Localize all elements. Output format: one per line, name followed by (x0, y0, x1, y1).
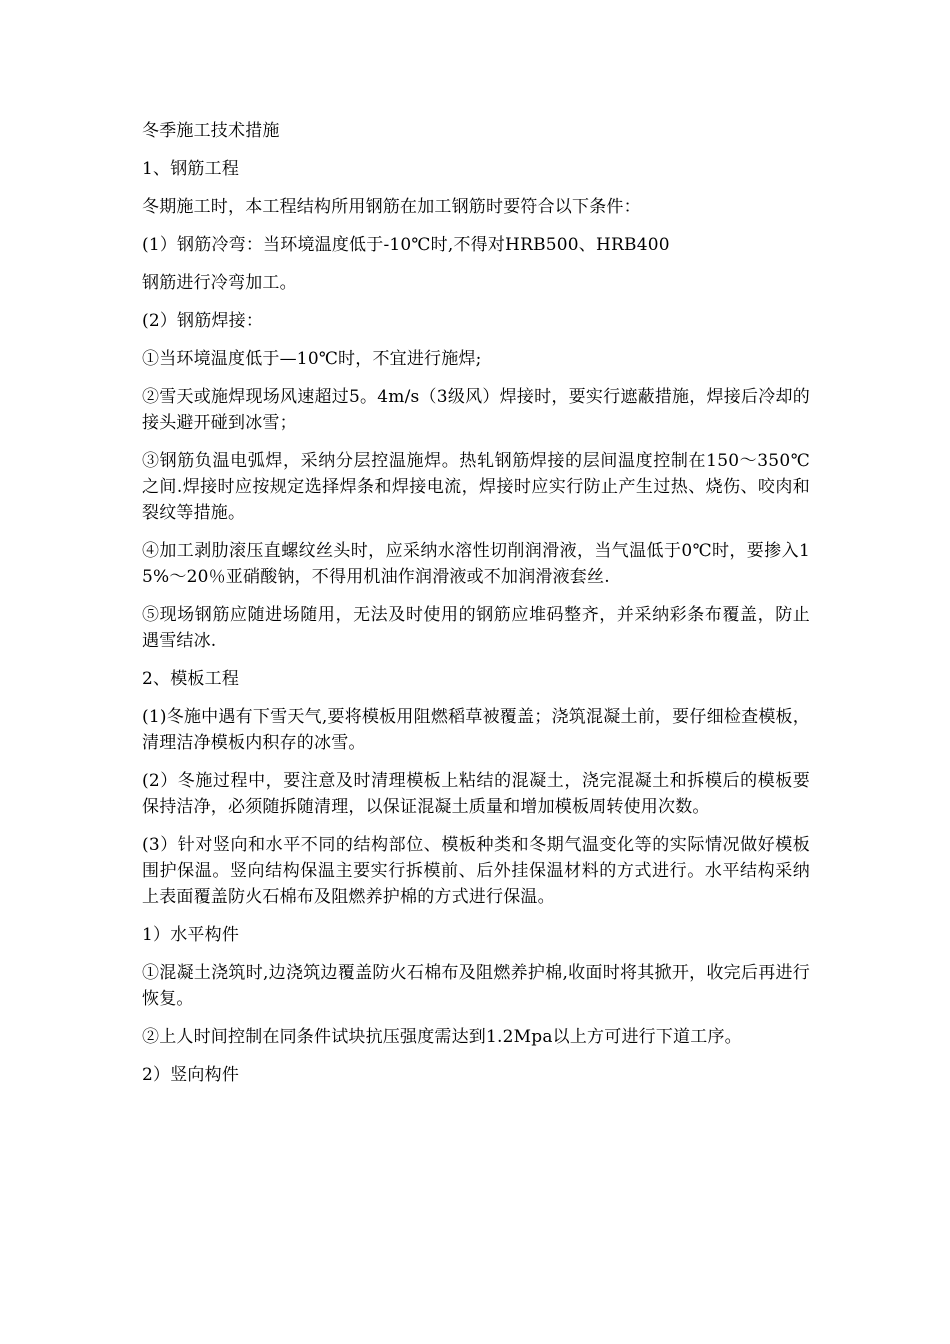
paragraph: (1）钢筋冷弯：当环境温度低于-10℃时,不得对HRB500、HRB400 (142, 235, 670, 255)
paragraph: ②雪天或施焊现场风速超过5。4m/s（3级风）焊接时，要实行遮蔽措施，焊接后冷却的接头避开碰到冰雪； (142, 387, 810, 433)
paragraph: (2）冬施过程中，要注意及时清理模板上粘结的混凝土，浇完混凝土和拆模后的模板要保持洁净，必须随拆随清理，以保证混凝土质量和增加模板周转使用次数。 (142, 771, 810, 817)
paragraph: ①当环境温度低于—10℃时，不宜进行施焊; (142, 349, 482, 369)
section-heading-formwork: 2、模板工程 (142, 669, 240, 689)
paragraph: ②上人时间控制在同条件试块抗压强度需达到1.2Mpa以上方可进行下道工序。 (142, 1027, 742, 1047)
paragraph: (1)冬施中遇有下雪天气,要将模板用阻燃稻草被覆盖；浇筑混凝土前，要仔细检查模板，清理洁净模板内积存的冰雪。 (142, 707, 810, 753)
paragraph: ⑤现场钢筋应随进场随用，无法及时使用的钢筋应堆码整齐，并采纳彩条布覆盖，防止遇雪结冰. (142, 605, 810, 651)
paragraph: 钢筋进行冷弯加工。 (142, 273, 297, 293)
paragraph: ③钢筋负温电弧焊，采纳分层控温施焊。热轧钢筋焊接的层间温度控制在150～350℃之间.焊接时应按规定选择焊条和焊接电流，焊接时应实行防止产生过热、烧伤、咬肉和裂纹等措施。 (142, 451, 810, 523)
subheading-horizontal-members: 1）水平构件 (142, 925, 240, 945)
document-title: 冬季施工技术措施 (142, 121, 280, 141)
paragraph: 冬期施工时，本工程结构所用钢筋在加工钢筋时要符合以下条件： (142, 197, 641, 217)
subheading-vertical-members: 2）竖向构件 (142, 1065, 240, 1085)
paragraph: (2）钢筋焊接： (142, 311, 264, 331)
section-heading-rebar: 1、钢筋工程 (142, 159, 240, 179)
paragraph: ①混凝土浇筑时,边浇筑边覆盖防火石棉布及阻燃养护棉,收面时将其掀开，收完后再进行恢复。 (142, 963, 810, 1009)
document-body (142, 118, 810, 1100)
paragraph: (3）针对竖向和水平不同的结构部位、模板种类和冬期气温变化等的实际情况做好模板围护保温。竖向结构保温主要实行拆模前、后外挂保温材料的方式进行。水平结构采纳上表面覆盖防火石棉布及阻燃养护棉的方式进行保温。 (142, 835, 810, 907)
paragraph: ④加工剥肋滚压直螺纹丝头时，应采纳水溶性切削润滑液，当气温低于0℃时，要掺入15%～20％亚硝酸钠，不得用机油作润滑液或不加润滑液套丝. (142, 541, 810, 587)
